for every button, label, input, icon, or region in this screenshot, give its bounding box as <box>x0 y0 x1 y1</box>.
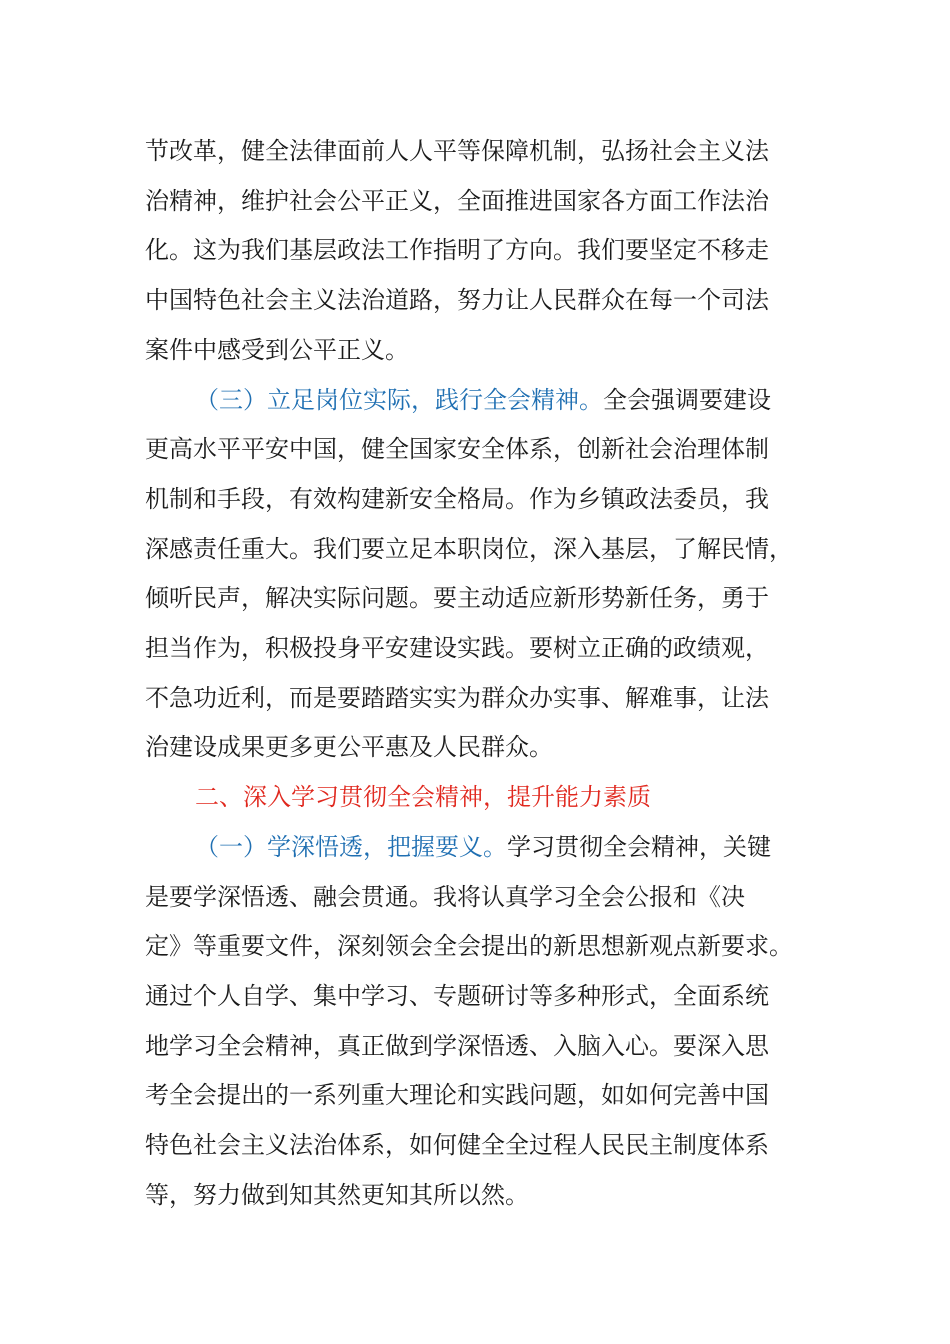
paragraph-line: 担当作为，积极投身平安建设实践。要树立正确的政绩观， <box>145 633 769 662</box>
section-heading-block <box>145 773 815 823</box>
sub-heading-one: （一）学深悟透，把握要义。 <box>195 833 507 861</box>
paragraph-line: 是要学深悟透、融会贯通。我将认真学习全会公报和《决 <box>145 882 745 911</box>
paragraph-first-line <box>145 376 815 426</box>
paragraph-line: 化。这为我们基层政法工作指明了方向。我们要坚定不移走 <box>145 236 769 265</box>
paragraph-line: 案件中感受到公平正义。 <box>145 335 409 364</box>
paragraph-line: 等，努力做到知其然更知其所以然。 <box>145 1180 529 1209</box>
paragraph-line: 治建设成果更多更公平惠及人民群众。 <box>145 733 553 762</box>
paragraph-line: 治精神，维护社会公平正义，全面推进国家各方面工作法治 <box>145 186 769 215</box>
paragraph-line: 节改革，健全法律面前人人平等保障机制，弘扬社会主义法 <box>145 137 769 165</box>
paragraph-line: 考全会提出的一系列重大理论和实践问题，如如何完善中国 <box>145 1081 769 1110</box>
paragraph-line: 定》等重要文件，深刻领会全会提出的新思想新观点新要求。 <box>145 932 793 961</box>
paragraph-first-line <box>145 823 815 873</box>
paragraph-line-rest: 学习贯彻全会精神，关键 <box>507 833 771 861</box>
section-heading-two: 二、深入学习贯彻全会精神，提升能力素质 <box>195 783 651 811</box>
sub-heading-three: （三）立足岗位实际，践行全会精神。 <box>195 385 603 414</box>
paragraph-deep-study <box>145 823 815 1221</box>
paragraph-line: 中国特色社会主义法治道路，努力让人民群众在每一个司法 <box>145 286 769 315</box>
paragraph-line: 地学习全会精神，真正做到学深悟透、入脑入心。要深入思 <box>145 1031 769 1060</box>
paragraph-line: 深感责任重大。我们要立足本职岗位，深入基层，了解民情， <box>145 534 793 563</box>
paragraph-rule-of-law <box>145 127 815 375</box>
paragraph-line: 更高水平平安中国，健全国家安全体系，创新社会治理体制 <box>145 435 769 464</box>
paragraph-line: 倾听民声，解决实际问题。要主动适应新形势新任务，勇于 <box>145 584 769 613</box>
paragraph-line: 机制和手段，有效构建新安全格局。作为乡镇政法委员，我 <box>145 484 769 513</box>
paragraph-line: 不急功近利，而是要踏踏实实为群众办实事、解难事，让法 <box>145 683 769 712</box>
paragraph-line-rest: 全会强调要建设 <box>603 385 771 414</box>
paragraph-post-practice <box>145 376 815 774</box>
paragraph-line: 特色社会主义法治体系，如何健全全过程人民民主制度体系 <box>145 1131 769 1160</box>
paragraph-line: 通过个人自学、集中学习、专题研讨等多种形式，全面系统 <box>145 982 769 1011</box>
